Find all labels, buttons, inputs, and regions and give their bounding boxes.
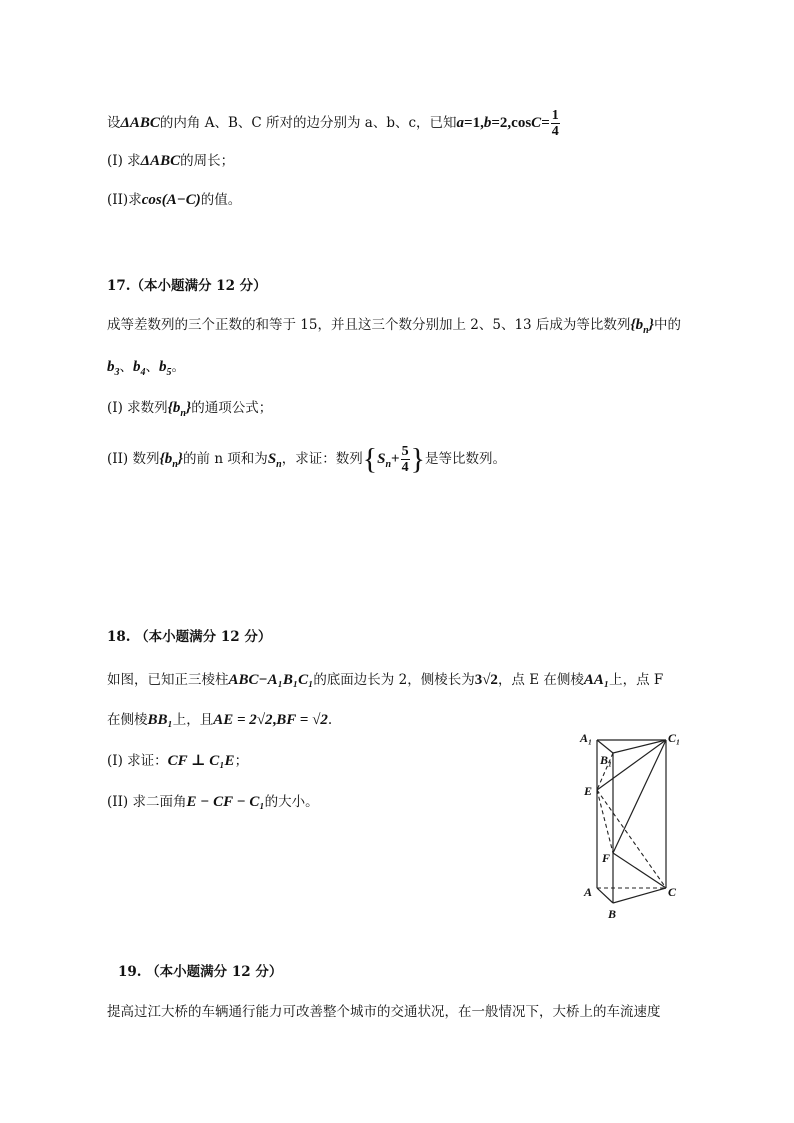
q18-part2: (II) 求二面角E − CF − C₁的大小。 [107,794,319,810]
q17-line2: $b_3$、$b_4$、$b_5$。 [107,359,185,378]
label-c1: C₁ [668,731,681,745]
label-e: E [584,784,593,798]
q16-part2: (II)求cos(A−C)的值。 [107,192,242,208]
segment-ef-hidden [597,790,613,853]
edge-a1b1 [597,740,613,753]
label-a: A [584,885,593,899]
q19-line1: 提高过江大桥的车辆通行能力可改善整个城市的交通状况，在一般情况下，大桥上的车流速度 [107,1004,661,1020]
q18-header: 18. （本小题满分 12 分） [107,629,272,645]
label-c: C [668,885,677,899]
fraction-one-quarter: $\frac{1}{4}$ [551,108,559,139]
q17-part2: (II) 数列$\{b_n\}$的前 n 项和为$S_n$，求证：数列{$S_n+$ $\frac{5}{4}$ }是等比数列。 [107,442,506,476]
label-a1: A₁ [580,731,593,745]
label-b: B [608,907,617,921]
edge-bc [613,888,666,903]
q18-line1: 如图，已知正三棱柱ABC−A₁B₁C₁的底面边长为 2，侧棱长为3√2，点 E 在侧棱AA₁上，点 F [107,672,664,688]
triangle-abc: ΔABC [120,115,160,131]
q17-header: 17.（本小题满分 12 分） [107,278,267,294]
prism-figure [578,728,698,932]
q19-header: 19. （本小题满分 12 分） [118,964,283,980]
q18-part1: (I) 求证：CF ⊥ C₁E； [107,753,249,769]
segment-fc1 [613,740,666,853]
prism-diagram [578,728,698,928]
segment-cf [613,853,666,888]
edge-ab [597,888,613,903]
fraction-five-quarters: $\frac{5}{4}$ [401,444,409,475]
segment-ec-hidden [597,790,666,888]
label-f: F [602,851,611,865]
q18-line2: 在侧棱BB₁上，且AE = 2√2,BF = √2. [107,712,333,728]
q16-part1: (I) 求ΔABC的周长； [107,153,235,169]
label-b1: B₁ [600,753,613,767]
q16-intro: 设ΔABC的内角 A、B、C 所对的边分别为 a、b、c，已知a=1,b=2,cosC= $\frac{1}{4}$ [107,108,559,139]
q17-line1: 成等差数列的三个正数的和等于 15，并且这三个数分别加上 2、5、13 后成为等比数列$\{b_n\}$中的 [107,317,681,336]
q17-part1: (I) 求数列$\{b_n\}$的通项公式； [107,400,273,419]
